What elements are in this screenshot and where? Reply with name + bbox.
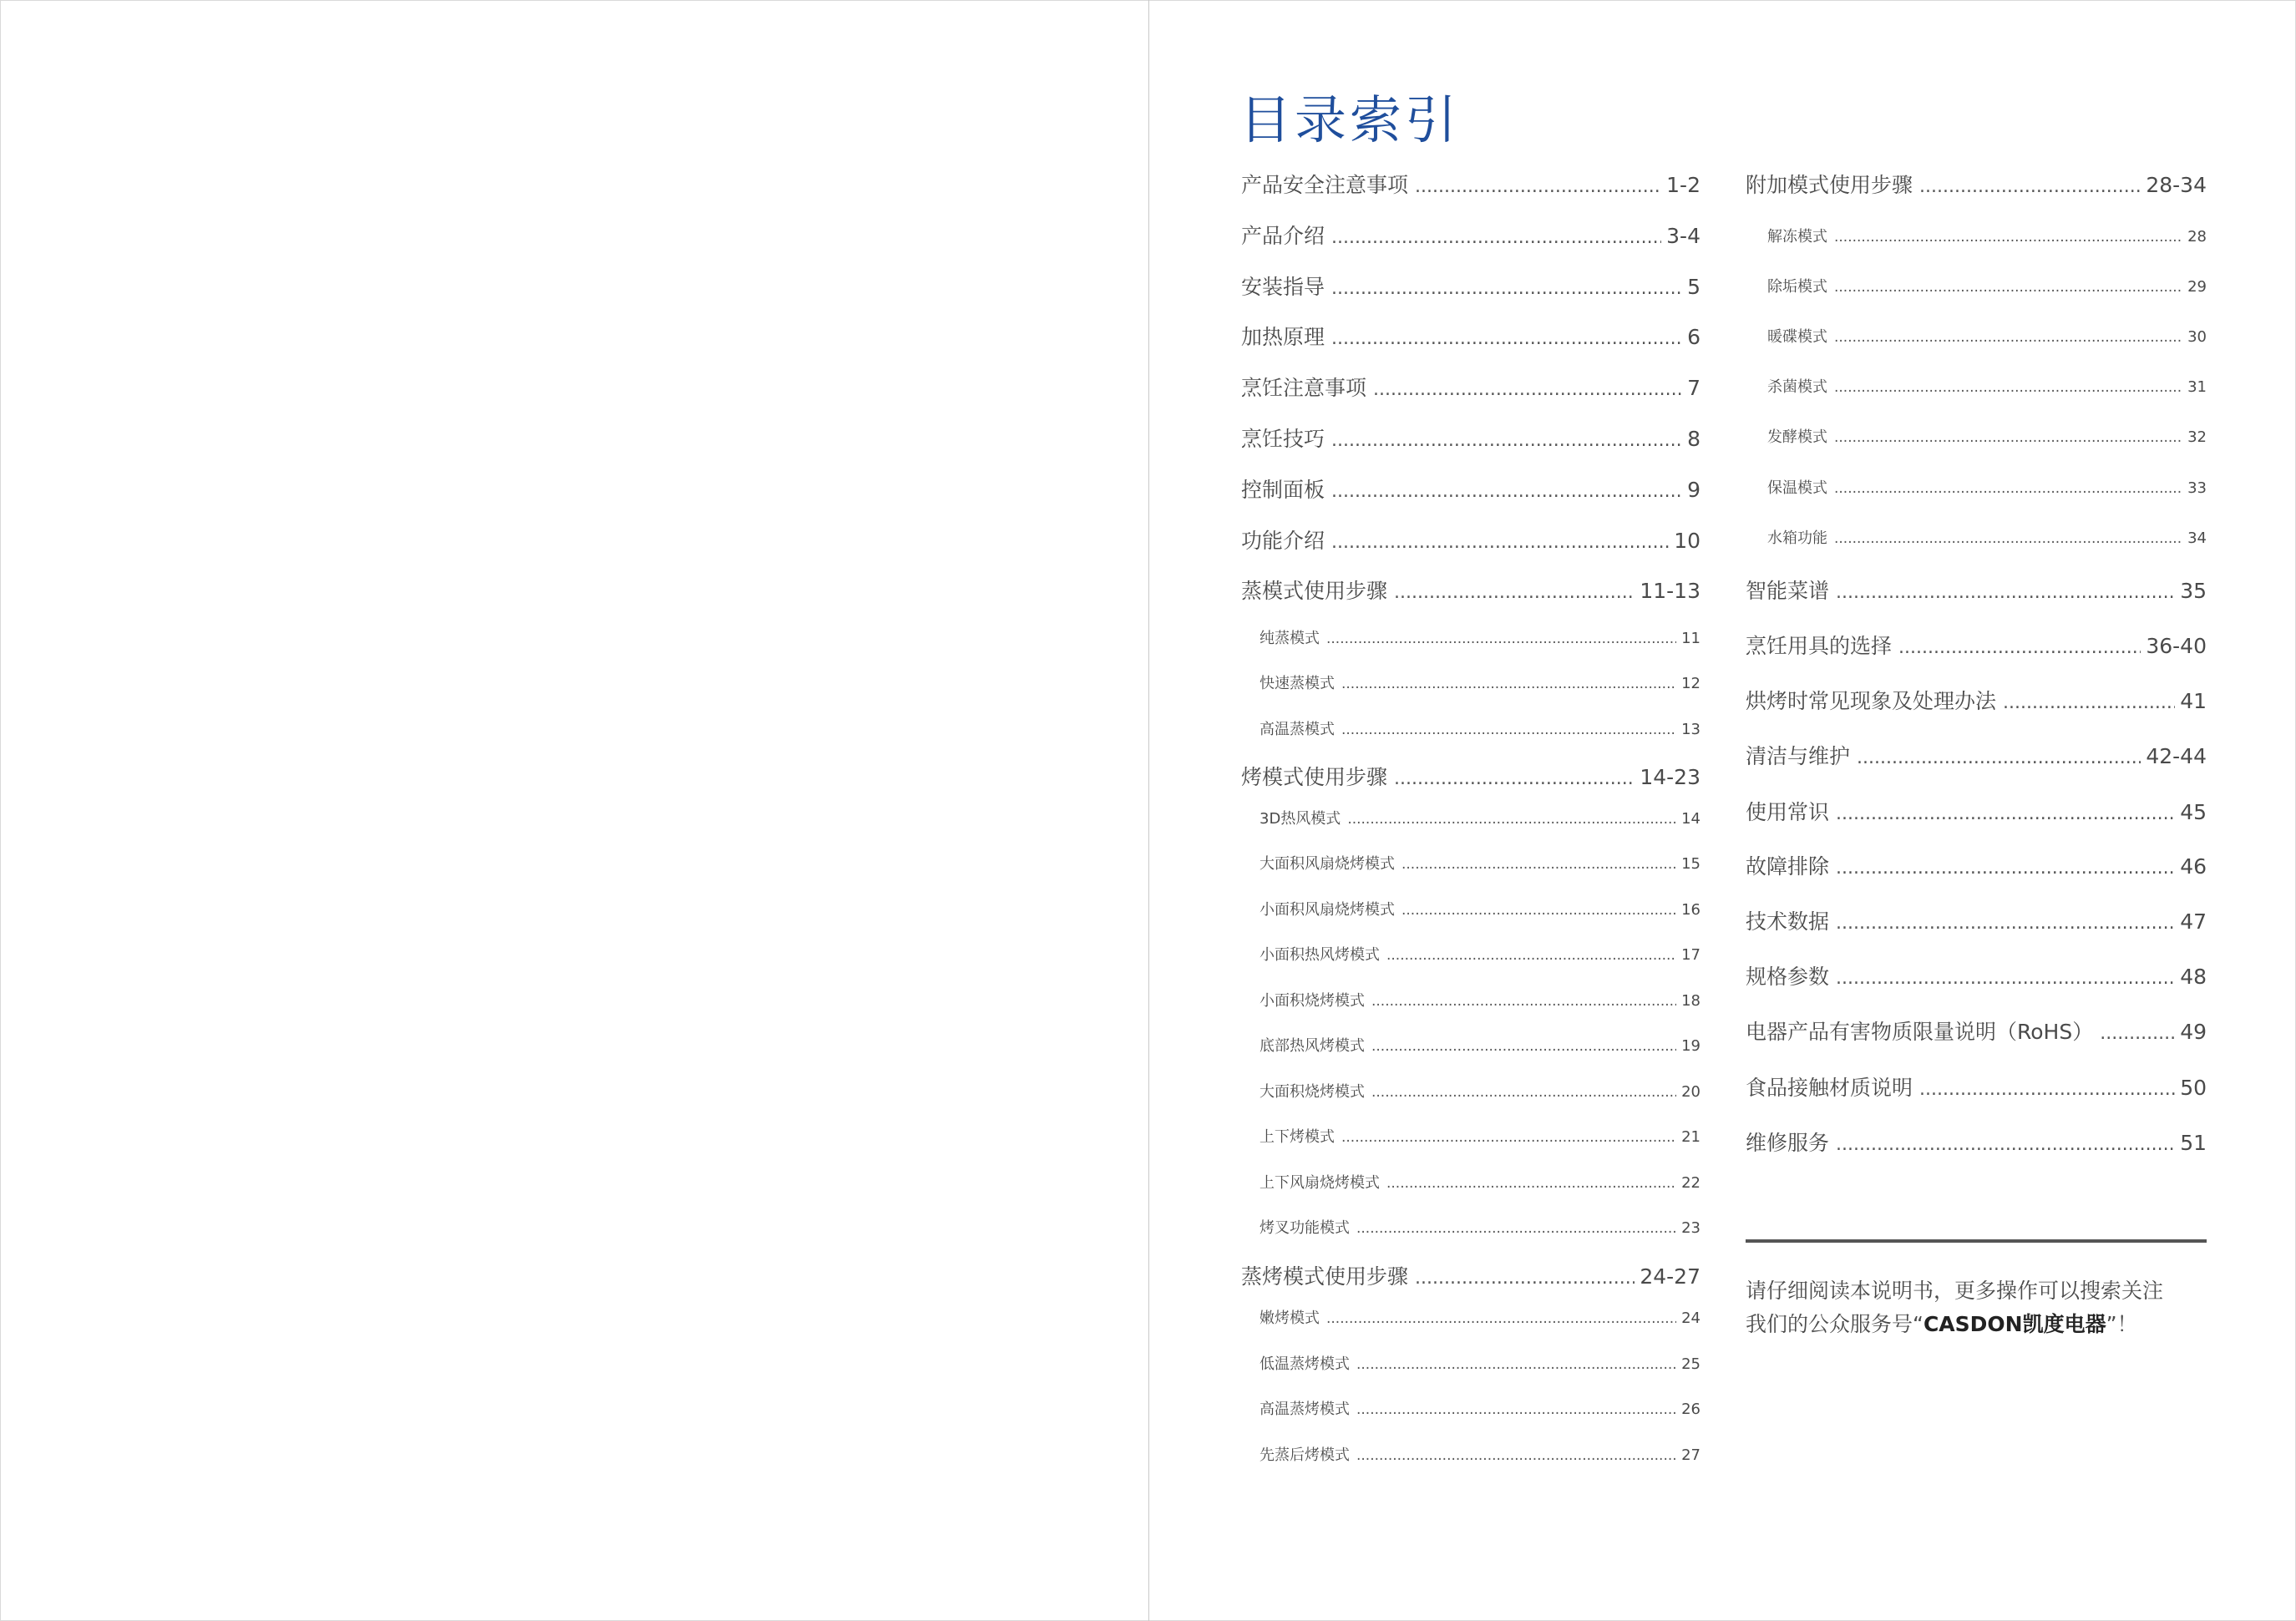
dot-leader <box>1326 628 1676 650</box>
dot-leader <box>1341 719 1676 741</box>
toc-subentry[interactable] <box>1241 1036 1700 1057</box>
dot-leader <box>1836 909 2175 938</box>
toc-entry-page: 9 <box>1687 478 1700 502</box>
toc-entry-label: 水箱功能 <box>1767 529 1827 547</box>
toc-entry-page: 25 <box>1681 1355 1700 1373</box>
toc-entry-page: 15 <box>1681 855 1700 873</box>
toc-entry-label: 保温模式 <box>1767 479 1827 497</box>
toc-subentry[interactable] <box>1746 377 2207 398</box>
toc-entry[interactable] <box>1746 742 2207 773</box>
toc-entry-label: 嫩烤模式 <box>1260 1309 1320 1327</box>
toc-entry-label: 上下烤模式 <box>1260 1128 1335 1146</box>
dot-leader <box>1341 1127 1676 1148</box>
toc-entry-label: 发酵模式 <box>1767 428 1827 446</box>
dot-leader <box>1356 1354 1676 1375</box>
dot-leader <box>1331 427 1682 455</box>
toc-entry-page: 46 <box>2180 854 2207 879</box>
toc-subentry[interactable] <box>1241 673 1700 695</box>
toc-entry-label: 低温蒸烤模式 <box>1260 1355 1350 1373</box>
dot-leader <box>1373 376 1682 404</box>
toc-subentry[interactable] <box>1241 1399 1700 1421</box>
toc-subentry[interactable] <box>1241 1218 1700 1239</box>
toc-entry-page: 11-13 <box>1640 579 1700 603</box>
dot-leader <box>1401 854 1676 875</box>
toc-entry-label: 除垢模式 <box>1767 278 1827 296</box>
toc-entry[interactable] <box>1241 273 1700 303</box>
toc-entry-label: 故障排除 <box>1746 854 1830 879</box>
toc-entry-label: 烤模式使用步骤 <box>1241 765 1388 789</box>
reading-note <box>1746 1274 2213 1341</box>
toc-entry-page: 45 <box>2180 800 2207 824</box>
toc-entry-page: 14-23 <box>1640 765 1700 789</box>
toc-entry-page: 36-40 <box>2146 634 2207 658</box>
toc-entry[interactable] <box>1746 853 2207 883</box>
dot-leader <box>1415 1264 1635 1293</box>
dot-leader <box>1356 1445 1676 1466</box>
dot-leader <box>1386 945 1676 966</box>
toc-entry-label: 杀菌模式 <box>1767 378 1827 396</box>
toc-title: 目录索引 <box>1239 89 1461 150</box>
toc-entry-label: 安装指导 <box>1241 275 1325 299</box>
toc-subentry[interactable] <box>1241 808 1700 830</box>
dot-leader <box>1386 1173 1676 1194</box>
toc-subentry[interactable] <box>1241 1354 1700 1375</box>
dot-leader <box>1371 990 1676 1012</box>
toc-entry[interactable] <box>1746 1074 2207 1104</box>
toc-entry-label: 控制面板 <box>1241 478 1325 502</box>
toc-entry-page: 16 <box>1681 901 1700 919</box>
toc-entry-page: 14 <box>1681 810 1700 828</box>
toc-entry-page: 22 <box>1681 1174 1700 1192</box>
toc-subentry[interactable] <box>1241 628 1700 650</box>
toc-entry-label: 小面积热风烤模式 <box>1260 946 1380 964</box>
toc-entry-label: 电器产品有害物质限量说明（RoHS） <box>1746 1020 2094 1044</box>
toc-entry[interactable] <box>1241 577 1700 607</box>
toc-entry-page: 12 <box>1681 675 1700 692</box>
dot-leader <box>1836 854 2175 883</box>
dot-leader <box>1341 673 1676 695</box>
toc-entry-label: 蒸烤模式使用步骤 <box>1241 1264 1409 1289</box>
toc-entry-page: 42-44 <box>2146 744 2207 768</box>
dot-leader <box>1834 427 2182 448</box>
toc-entry-page: 11 <box>1681 630 1700 647</box>
toc-entry[interactable] <box>1241 171 1700 201</box>
toc-entry-page: 5 <box>1687 275 1700 299</box>
toc-entry[interactable] <box>1241 763 1700 793</box>
toc-entry[interactable] <box>1241 527 1700 557</box>
toc-entry-page: 50 <box>2180 1076 2207 1100</box>
toc-entry-label: 高温蒸烤模式 <box>1260 1401 1350 1418</box>
dot-leader <box>1371 1082 1676 1103</box>
dot-leader <box>1331 224 1661 252</box>
dot-leader <box>1834 327 2182 348</box>
dot-leader <box>1331 478 1682 506</box>
toc-entry-page: 33 <box>2187 479 2207 497</box>
toc-subentry[interactable] <box>1746 528 2207 550</box>
toc-entry-page: 3-4 <box>1666 224 1700 248</box>
toc-subentry[interactable] <box>1241 1173 1700 1194</box>
toc-entry-label: 产品介绍 <box>1241 224 1325 248</box>
toc-entry-label: 大面积烧烤模式 <box>1260 1083 1365 1101</box>
toc-entry[interactable] <box>1241 1263 1700 1293</box>
toc-entry-page: 19 <box>1681 1037 1700 1055</box>
dot-leader <box>1836 1131 2175 1159</box>
toc-entry-page: 6 <box>1687 325 1700 349</box>
toc-entry-page: 29 <box>2187 278 2207 296</box>
toc-entry-label: 小面积烧烤模式 <box>1260 992 1365 1010</box>
toc-entry-label: 烘烤时常见现象及处理办法 <box>1746 689 1997 713</box>
toc-entry-page: 47 <box>2180 909 2207 934</box>
toc-entry-label: 解冻模式 <box>1767 228 1827 246</box>
toc-entry-page: 10 <box>1674 529 1700 553</box>
dot-leader <box>1347 808 1676 830</box>
toc-subentry[interactable] <box>1241 990 1700 1012</box>
dot-leader <box>2003 689 2175 717</box>
toc-entry-label: 加热原理 <box>1241 325 1325 349</box>
toc-entry-label: 产品安全注意事项 <box>1241 173 1409 197</box>
toc-entry-label: 蒸模式使用步骤 <box>1241 579 1388 603</box>
toc-entry-label: 暖碟模式 <box>1767 328 1827 346</box>
toc-entry-page: 13 <box>1681 721 1700 738</box>
toc-entry-page: 34 <box>2187 529 2207 547</box>
toc-entry-label: 维修服务 <box>1746 1131 1830 1155</box>
dot-leader <box>2100 1020 2175 1048</box>
toc-entry[interactable] <box>1746 1129 2207 1159</box>
toc-entry-label: 智能菜谱 <box>1746 579 1830 603</box>
toc-entry-page: 51 <box>2180 1131 2207 1155</box>
toc-entry-page: 27 <box>1681 1446 1700 1464</box>
dot-leader <box>1326 1308 1676 1330</box>
toc-entry[interactable] <box>1241 425 1700 455</box>
toc-entry[interactable] <box>1746 632 2207 662</box>
toc-entry-page: 30 <box>2187 328 2207 346</box>
toc-entry-label: 上下风扇烧烤模式 <box>1260 1174 1380 1192</box>
toc-entry-label: 烹饪用具的选择 <box>1746 634 1893 658</box>
dot-leader <box>1371 1036 1676 1057</box>
toc-entry-page: 17 <box>1681 946 1700 964</box>
toc-entry-page: 1-2 <box>1666 173 1700 197</box>
dot-leader <box>1415 173 1661 201</box>
toc-entry-label: 大面积风扇烧烤模式 <box>1260 855 1395 873</box>
toc-subentry[interactable] <box>1746 226 2207 248</box>
dot-leader <box>1836 579 2175 607</box>
toc-entry-page: 26 <box>1681 1401 1700 1418</box>
toc-subentry[interactable] <box>1241 1445 1700 1466</box>
note-divider <box>1746 1239 2207 1243</box>
dot-leader <box>1919 1076 2175 1104</box>
toc-entry-page: 28 <box>2187 228 2207 246</box>
toc-entry-page: 18 <box>1681 992 1700 1010</box>
dot-leader <box>1834 276 2182 298</box>
dot-leader <box>1834 377 2182 398</box>
dot-leader <box>1834 478 2182 499</box>
toc-entry-page: 24 <box>1681 1309 1700 1327</box>
toc-entry-label: 规格参数 <box>1746 965 1830 989</box>
toc-entry-label: 高温蒸模式 <box>1260 721 1335 738</box>
toc-entry-label: 3D热风模式 <box>1260 810 1341 828</box>
toc-subentry[interactable] <box>1746 327 2207 348</box>
toc-subentry[interactable] <box>1241 945 1700 966</box>
toc-entry[interactable] <box>1746 1018 2207 1048</box>
toc-entry-page: 21 <box>1681 1128 1700 1146</box>
dot-leader <box>1394 765 1635 793</box>
toc-entry-page: 23 <box>1681 1219 1700 1237</box>
toc-entry[interactable] <box>1241 323 1700 353</box>
dot-leader <box>1857 744 2141 773</box>
dot-leader <box>1836 965 2175 993</box>
toc-entry[interactable] <box>1746 687 2207 717</box>
toc-entry-page: 7 <box>1687 376 1700 400</box>
toc-subentry[interactable] <box>1241 854 1700 875</box>
note-line-2-suffix: ”！ <box>2106 1312 2138 1336</box>
dot-leader <box>1836 800 2175 828</box>
dot-leader <box>1394 579 1635 607</box>
toc-entry[interactable] <box>1746 798 2207 828</box>
dot-leader <box>1331 275 1682 303</box>
toc-entry[interactable] <box>1241 374 1700 404</box>
dot-leader <box>1919 173 2141 201</box>
toc-entry-label: 功能介绍 <box>1241 529 1325 553</box>
page-spine <box>1148 0 1149 1621</box>
toc-entry-label: 先蒸后烤模式 <box>1260 1446 1350 1464</box>
toc-entry-label: 使用常识 <box>1746 800 1830 824</box>
toc-entry-label: 纯蒸模式 <box>1260 630 1320 647</box>
toc-entry[interactable] <box>1746 171 2207 201</box>
toc-entry[interactable] <box>1746 577 2207 607</box>
toc-entry[interactable] <box>1746 963 2207 993</box>
dot-leader <box>1331 529 1669 557</box>
note-line-1: 请仔细阅读本说明书，更多操作可以搜索关注 <box>1746 1279 2164 1303</box>
toc-subentry[interactable] <box>1241 1127 1700 1148</box>
toc-entry[interactable] <box>1241 222 1700 252</box>
toc-entry-label: 食品接触材质说明 <box>1746 1076 1913 1100</box>
toc-entry[interactable] <box>1241 476 1700 506</box>
toc-entry-page: 35 <box>2180 579 2207 603</box>
toc-entry-page: 41 <box>2180 689 2207 713</box>
toc-entry-label: 底部热风烤模式 <box>1260 1037 1365 1055</box>
toc-entry-label: 烹饪技巧 <box>1241 427 1325 451</box>
toc-entry-page: 28-34 <box>2146 173 2207 197</box>
toc-entry-label: 附加模式使用步骤 <box>1746 173 1913 197</box>
toc-entry-page: 20 <box>1681 1083 1700 1101</box>
dot-leader <box>1898 634 2141 662</box>
toc-entry-label: 烹饪注意事项 <box>1241 376 1367 400</box>
dot-leader <box>1356 1399 1676 1421</box>
toc-entry-label: 清洁与维护 <box>1746 744 1851 768</box>
note-line-2-prefix: 我们的公众服务号“ <box>1746 1312 1923 1336</box>
toc-entry-label: 快速蒸模式 <box>1260 675 1335 692</box>
dot-leader <box>1331 325 1682 353</box>
toc-subentry[interactable] <box>1241 719 1700 741</box>
toc-subentry[interactable] <box>1746 427 2207 448</box>
toc-entry-label: 小面积风扇烧烤模式 <box>1260 901 1395 919</box>
dot-leader <box>1356 1218 1676 1239</box>
dot-leader <box>1834 528 2182 550</box>
toc-entry-page: 31 <box>2187 378 2207 396</box>
toc-subentry[interactable] <box>1746 478 2207 499</box>
toc-entry[interactable] <box>1746 908 2207 938</box>
note-line-2 <box>1746 1308 2213 1341</box>
toc-entry-page: 8 <box>1687 427 1700 451</box>
toc-entry-label: 技术数据 <box>1746 909 1830 934</box>
toc-subentry[interactable] <box>1241 899 1700 921</box>
toc-entry-label: 烤叉功能模式 <box>1260 1219 1350 1237</box>
toc-subentry[interactable] <box>1746 276 2207 298</box>
toc-entry-page: 24-27 <box>1640 1264 1700 1289</box>
dot-leader <box>1834 226 2182 248</box>
toc-subentry[interactable] <box>1241 1082 1700 1103</box>
toc-entry-page: 48 <box>2180 965 2207 989</box>
dot-leader <box>1401 899 1676 921</box>
toc-entry-page: 49 <box>2180 1020 2207 1044</box>
toc-entry-page: 32 <box>2187 428 2207 446</box>
toc-subentry[interactable] <box>1241 1308 1700 1330</box>
brand-name: CASDON凯度电器 <box>1923 1312 2106 1336</box>
